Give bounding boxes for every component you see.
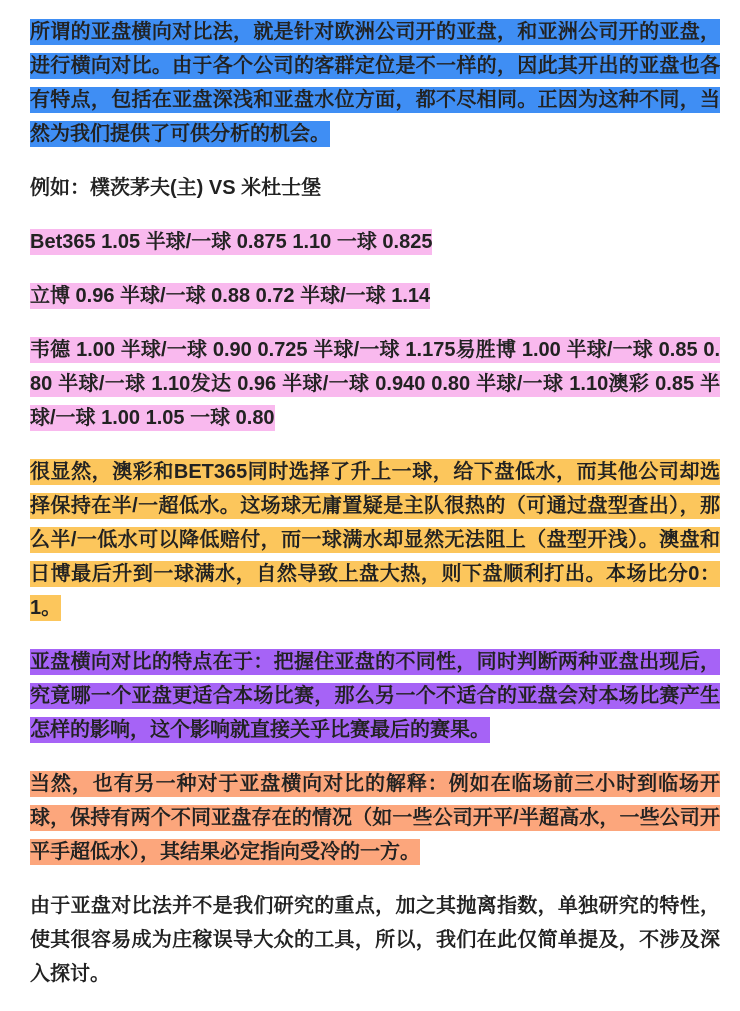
paragraph-analysis	[30, 455, 720, 625]
paragraph-features	[30, 645, 720, 747]
highlighted-text: 亚盘横向对比的特点在于：把握住亚盘的不同性，同时判断两种亚盘出现后，究竟哪一个亚盘更适合本场比赛，那么另一个不适合的亚盘会对本场比赛产生怎样的影响，这个影响就直接关乎比赛最后的赛果。	[30, 651, 720, 741]
example-title: 例如：樸茨茅夫(主) VS 米杜士堡	[30, 177, 322, 199]
paragraph-other-odds	[30, 333, 720, 435]
highlighted-text: 所谓的亚盘横向对比法，就是针对欧洲公司开的亚盘，和亚洲公司开的亚盘，进行横向对比。由于各个公司的客群定位是不一样的，因此其开出的亚盘也各有特点，包括在亚盘深浅和亚盘水位方面，都不尽相同。正因为这种不同，当然为我们提供了可供分析的机会。	[30, 21, 720, 145]
odds-line-bet365: Bet365 1.05 半球/一球 0.875 1.10 一球 0.825	[30, 231, 433, 253]
paragraph-bet365	[30, 225, 720, 259]
paragraph-intro	[30, 15, 720, 151]
paragraph-example-title	[30, 171, 720, 205]
paragraph-libo	[30, 279, 720, 313]
highlighted-text: 很显然，澳彩和BET365同时选择了升上一球，给下盘低水，而其他公司却选择保持在半/一超低水。这场球无庸置疑是主队很热的（可通过盘型查出），那么半/一低水可以降低赔付，而一球满水却显然无法阻上（盘型开浅）。澳盘和日博最后升到一球满水，自然导致上盘大热，则下盘顺利打出。本场比分0：1。	[30, 461, 720, 619]
paragraph-conclusion	[30, 889, 720, 991]
odds-line-others: 韦德 1.00 半球/一球 0.90 0.725 半球/一球 1.175易胜博 1.00 半球/一球 0.85 0.80 半球/一球 1.10发达 0.96 半球/一球 0.940 0.80 半球/一球 1.10澳彩 0.85 半球/一球 1.00 1.05 一球 0.80	[30, 339, 720, 429]
odds-line-libo: 立博 0.96 半球/一球 0.88 0.72 半球/一球 1.14	[30, 285, 431, 307]
article-body	[30, 15, 720, 1011]
paragraph-alternative	[30, 767, 720, 869]
highlighted-text: 当然，也有另一种对于亚盘横向对比的解释：例如在临场前三小时到临场开球，保持有两个不同亚盘存在的情况（如一些公司开平/半超高水，一些公司开平手超低水），其结果必定指向受冷的一方。	[30, 773, 720, 863]
conclusion-text: 由于亚盘对比法并不是我们研究的重点，加之其抛离指数，单独研究的特性，使其很容易成为庄稼误导大众的工具，所以，我们在此仅简单提及，不涉及深入探讨。	[30, 895, 720, 985]
